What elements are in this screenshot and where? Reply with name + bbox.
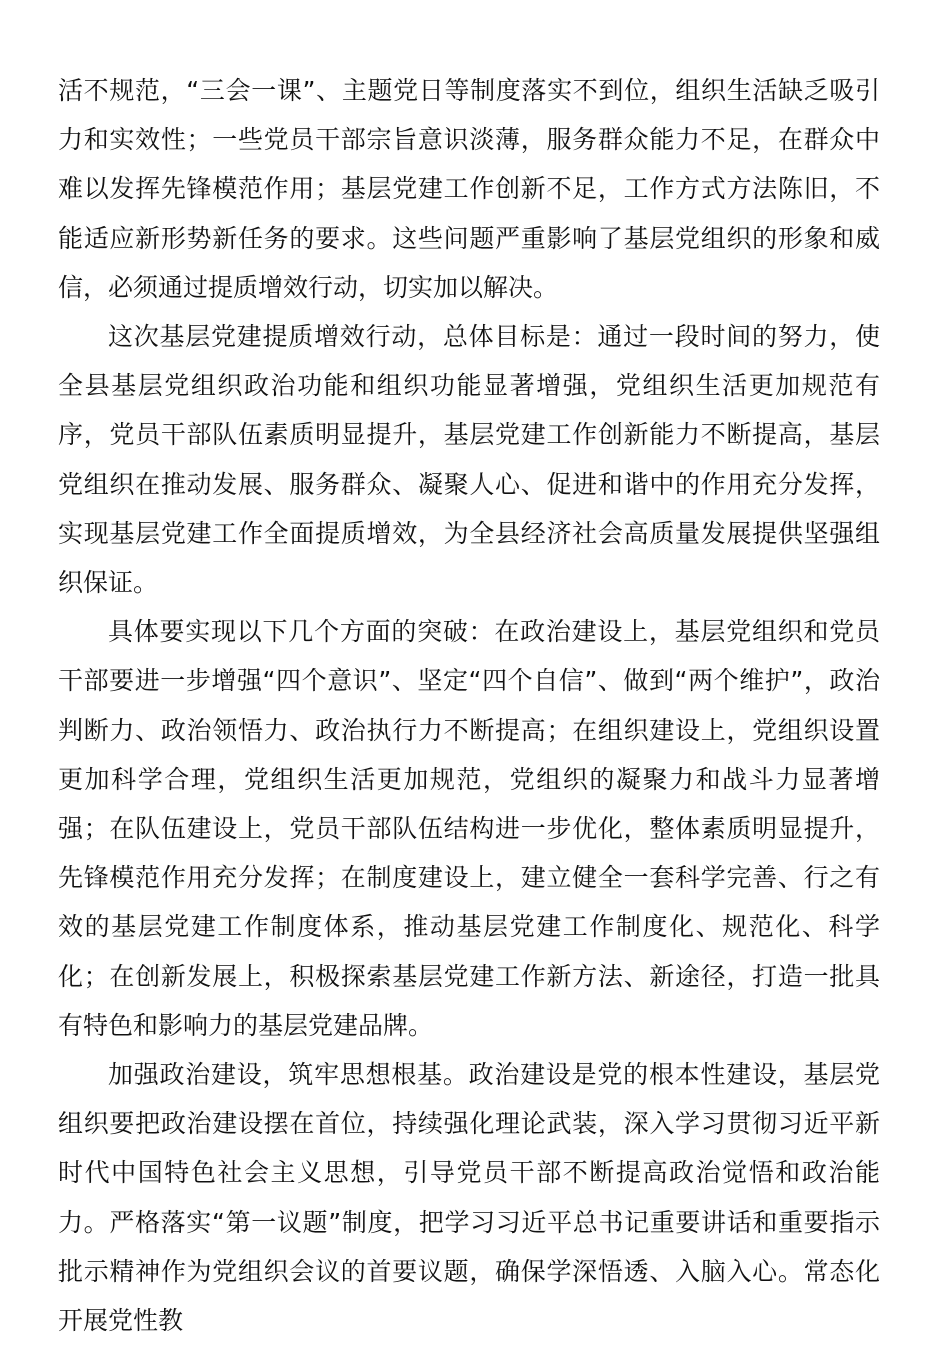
paragraph-political-building: 加强政治建设，筑牢思想根基。政治建设是党的根本性建设，基层党组织要把政治建设摆在首位，持续强化理论武装，深入学习贯彻习近平新时代中国特色社会主义思想，引导党员干部不断提高政治觉悟和政治能力。严格落实“第一议题”制度，把学习习近平总书记重要讲话和重要指示批示精神作为党组织会议的首要议题，确保学深悟透、入脑入心。常态化开展党性教 xyxy=(58,1060,880,1336)
document-body xyxy=(58,66,880,1345)
paragraph-continued: 活不规范，“三会一课”、主题党日等制度落实不到位，组织生活缺乏吸引力和实效性；一些党员干部宗旨意识淡薄，服务群众能力不足，在群众中难以发挥先锋模范作用；基层党建工作创新不足，工作方式方法陈旧，不能适应新形势新任务的要求。这些问题严重影响了基层党组织的形象和威信，必须通过提质增效行动，切实加以解决。 xyxy=(58,76,880,302)
paragraph-overall-goal: 这次基层党建提质增效行动，总体目标是：通过一段时间的努力，使全县基层党组织政治功能和组织功能显著增强，党组织生活更加规范有序，党员干部队伍素质明显提升，基层党建工作创新能力不断提高，基层党组织在推动发展、服务群众、凝聚人心、促进和谐中的作用充分发挥，实现基层党建工作全面提质增效，为全县经济社会高质量发展提供坚强组织保证。 xyxy=(58,322,880,598)
paragraph-breakthroughs: 具体要实现以下几个方面的突破：在政治建设上，基层党组织和党员干部要进一步增强“四个意识”、坚定“四个自信”、做到“两个维护”，政治判断力、政治领悟力、政治执行力不断提高；在组织建设上，党组织设置更加科学合理，党组织生活更加规范，党组织的凝聚力和战斗力显著增强；在队伍建设上，党员干部队伍结构进一步优化，整体素质明显提升，先锋模范作用充分发挥；在制度建设上，建立健全一套科学完善、行之有效的基层党建工作制度体系，推动基层党建工作制度化、规范化、科学化；在创新发展上，积极探索基层党建工作新方法、新途径，打造一批具有特色和影响力的基层党建品牌。 xyxy=(58,617,880,1040)
